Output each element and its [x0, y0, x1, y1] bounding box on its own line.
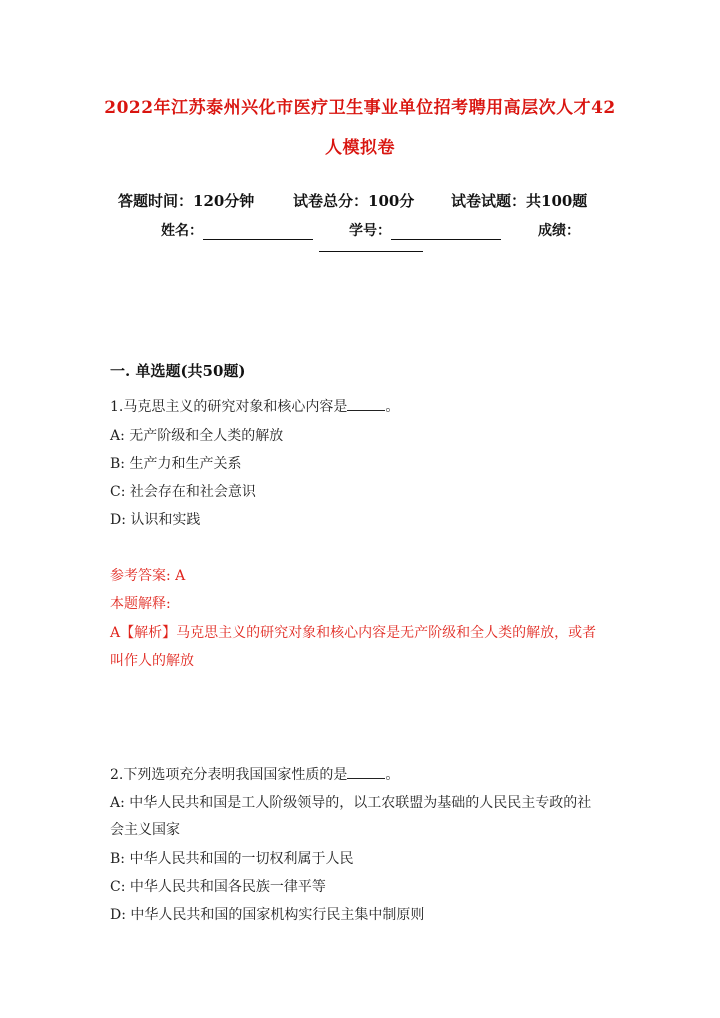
question-1-explain-label: 本题解释: [110, 596, 171, 612]
question-1-option-a: A: 无产阶级和全人类的解放 [110, 428, 284, 444]
question-1-explain-line2: 叫作人的解放 [110, 653, 194, 669]
time-label: 答题时间：120分钟 [118, 192, 255, 210]
grade-field [538, 220, 580, 240]
question-2-option-b: B: 中华人民共和国的一切权利属于人民 [110, 851, 354, 867]
question-2-text: 2.下列选项充分表明我国国家性质的是 [110, 767, 348, 783]
question-1-option-b: B: 生产力和生产关系 [110, 456, 242, 472]
question-2-option-a-cont: 会主义国家 [110, 822, 180, 838]
name-label: 姓名： [161, 223, 203, 239]
score-label: 试卷总分：100分 [293, 192, 415, 210]
question-1-answer: 参考答案: A [110, 568, 186, 584]
grade-blank [319, 251, 423, 252]
question-2-option-c: C: 中华人民共和国各民族一律平等 [110, 879, 326, 895]
question-2-end: 。 [385, 767, 400, 783]
count-label: 试卷试题：共100题 [451, 192, 588, 210]
question-1-end: 。 [385, 399, 400, 415]
id-blank [391, 239, 501, 240]
question-1-option-d: D: 认识和实践 [110, 512, 201, 528]
question-2-option-d: D: 中华人民共和国的国家机构实行民主集中制原则 [110, 907, 425, 923]
question-1-stem [110, 396, 399, 416]
section-title: 一. 单选题(共50题) [110, 362, 246, 380]
question-1-explain-line1: A【解析】马克思主义的研究对象和核心内容是无产阶级和全人类的解放，或者 [110, 625, 597, 641]
question-1-text: 1.马克思主义的研究对象和核心内容是 [110, 399, 348, 415]
grade-label: 成绩： [538, 223, 580, 239]
question-1-option-c: C: 社会存在和社会意识 [110, 484, 256, 500]
name-field [161, 220, 313, 240]
exam-title-line1: 2022年江苏泰州兴化市医疗卫生事业单位招考聘用高层次人才42 [104, 98, 616, 118]
answer-blank [347, 766, 385, 779]
id-field [349, 220, 501, 240]
exam-title-line2: 人模拟卷 [325, 138, 395, 158]
id-label: 学号： [349, 223, 391, 239]
question-2-option-a: A: 中华人民共和国是工人阶级领导的，以工农联盟为基础的人民民主专政的社 [110, 795, 592, 811]
name-blank [203, 239, 313, 240]
answer-blank [347, 398, 385, 411]
question-2-stem [110, 764, 399, 784]
